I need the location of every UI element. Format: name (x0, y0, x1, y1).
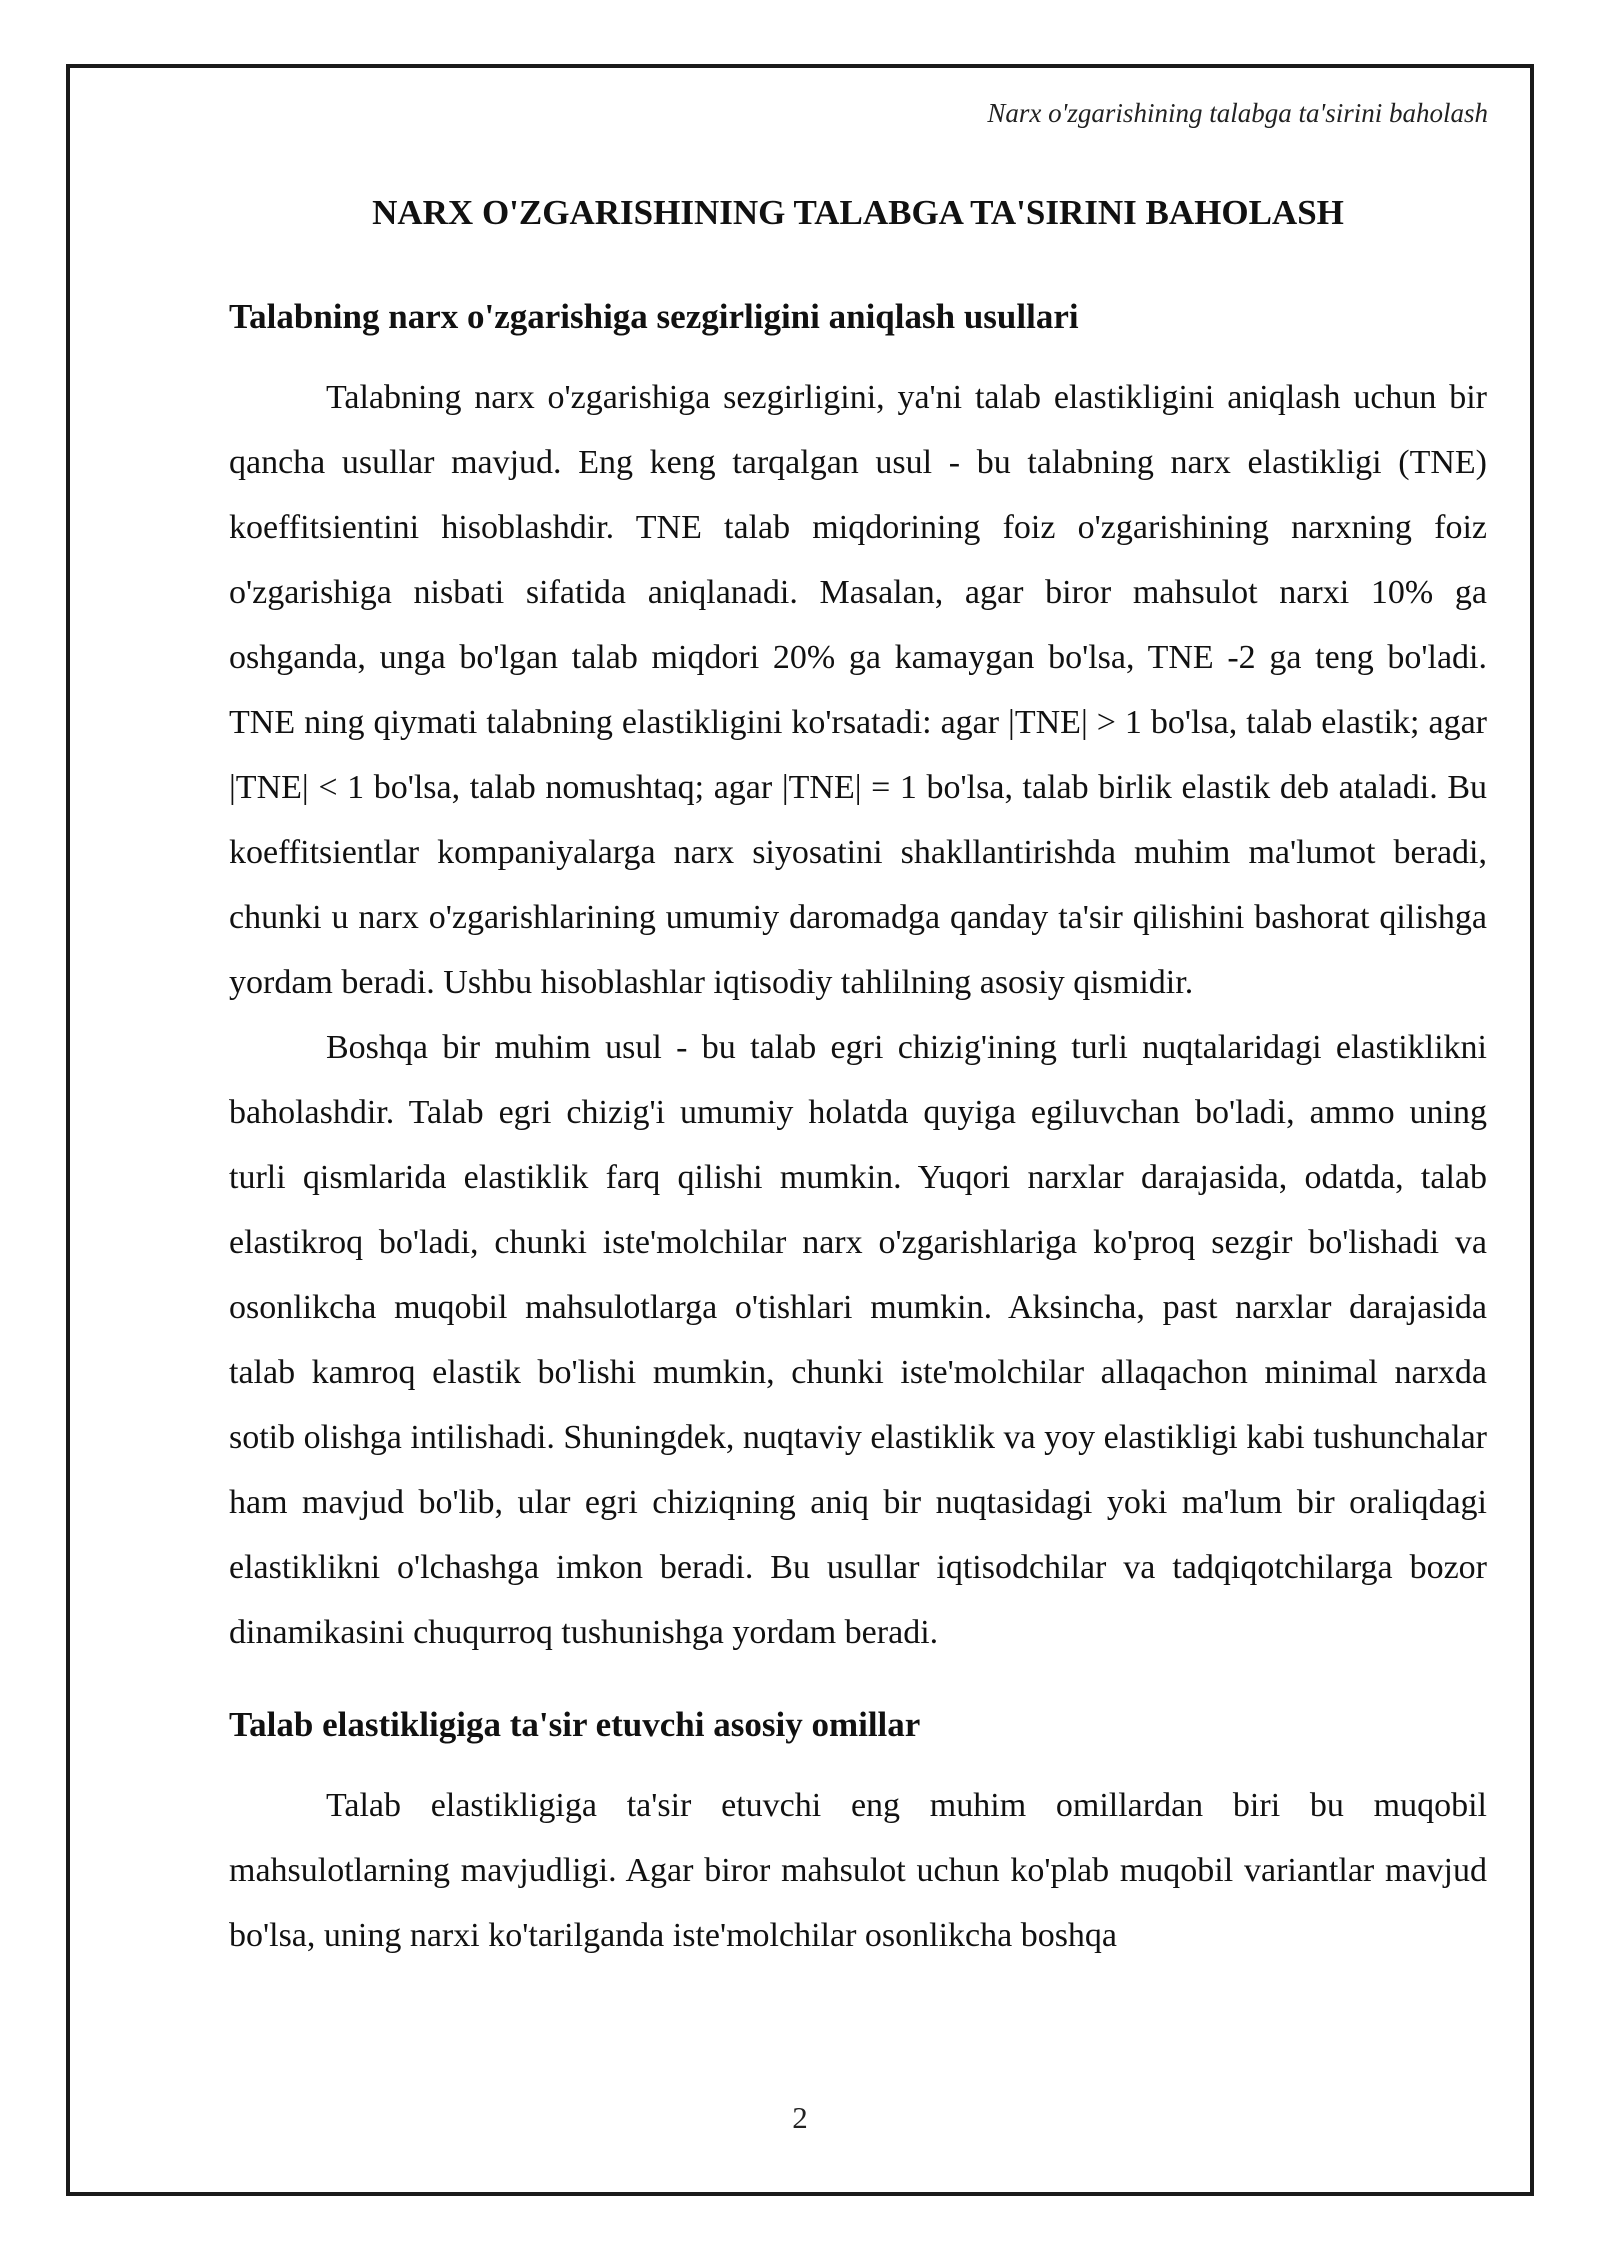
paragraph: Boshqa bir muhim usul - bu talab egri chizig'ining turli nuqtalaridagi elastiklikni baholashdir. Talab egri chizig'i umumiy holatda quyiga egiluvchan bo'ladi, ammo uning turli qismlarida elastiklik farq qilishi mumkin. Yuqori narxlar darajasida, odatda, talab elastikroq bo'ladi, chunki iste'molchilar narx o'zgarishlariga ko'proq sezgir bo'lishadi va osonlikcha muqobil mahsulotlarga o'tishlari mumkin. Aksincha, past narxlar darajasida talab kamroq elastik bo'lishi mumkin, chunki iste'molchilar allaqachon minimal narxda sotib olishga intilishadi. Shuningdek, nuqtaviy elastiklik va yoy elastikligi kabi tushunchalar ham mavjud bo'lib, ular egri chiziqning aniq bir nuqtasidagi yoki ma'lum bir oraliqdagi elastiklikni o'lchashga imkon beradi. Bu usullar iqtisodchilar va tadqiqotchilarga bozor dinamikasini chuqurroq tushunishga yordam beradi. (229, 1029, 1487, 1651)
document-body (229, 185, 1487, 1968)
section-heading-methods: Talabning narx o'zgarishiga sezgirligini aniqlash usullari (229, 297, 1079, 336)
page-number: 2 (792, 2100, 808, 2135)
paragraph: Talabning narx o'zgarishiga sezgirligini, ya'ni talab elastikligini aniqlash uchun bir qancha usullar mavjud. Eng keng tarqalgan usul - bu talabning narx elastikligi (TNE) koeffitsientini hisoblashdir. TNE talab miqdorining foiz o'zgarishining narxning foiz o'zgarishiga nisbati sifatida aniqlanadi. Masalan, agar biror mahsulot narxi 10% ga oshganda, unga bo'lgan talab miqdori 20% ga kamaygan bo'lsa, TNE -2 ga teng bo'ladi. TNE ning qiymati talabning elastikligini ko'rsatadi: agar |TNE| > 1 bo'lsa, talab elastik; agar |TNE| < 1 bo'lsa, talab nomushtaq; agar |TNE| = 1 bo'lsa, talab birlik elastik deb ataladi. Bu koeffitsientlar kompaniyalarga narx siyosatini shakllantirishda muhim ma'lumot beradi, chunki u narx o'zgarishlarining umumiy daromadga qanday ta'sir qilishini bashorat qilishga yordam beradi. Ushbu hisoblashlar iqtisodiy tahlilning asosiy qismidir. (229, 379, 1487, 1001)
paragraph: Talab elastikligiga ta'sir etuvchi eng muhim omillardan biri bu muqobil mahsulotlarning mavjudligi. Agar biror mahsulot uchun ko'plab muqobil variantlar mavjud bo'lsa, uning narxi ko'tarilganda iste'molchilar osonlikcha boshqa (229, 1787, 1487, 1954)
section-heading-factors: Talab elastikligiga ta'sir etuvchi asosiy omillar (229, 1705, 921, 1744)
running-header: Narx o'zgarishining talabga ta'sirini baholash (987, 98, 1488, 128)
document-title: NARX O'ZGARISHINING TALABGA TA'SIRINI BAHOLASH (372, 193, 1344, 232)
